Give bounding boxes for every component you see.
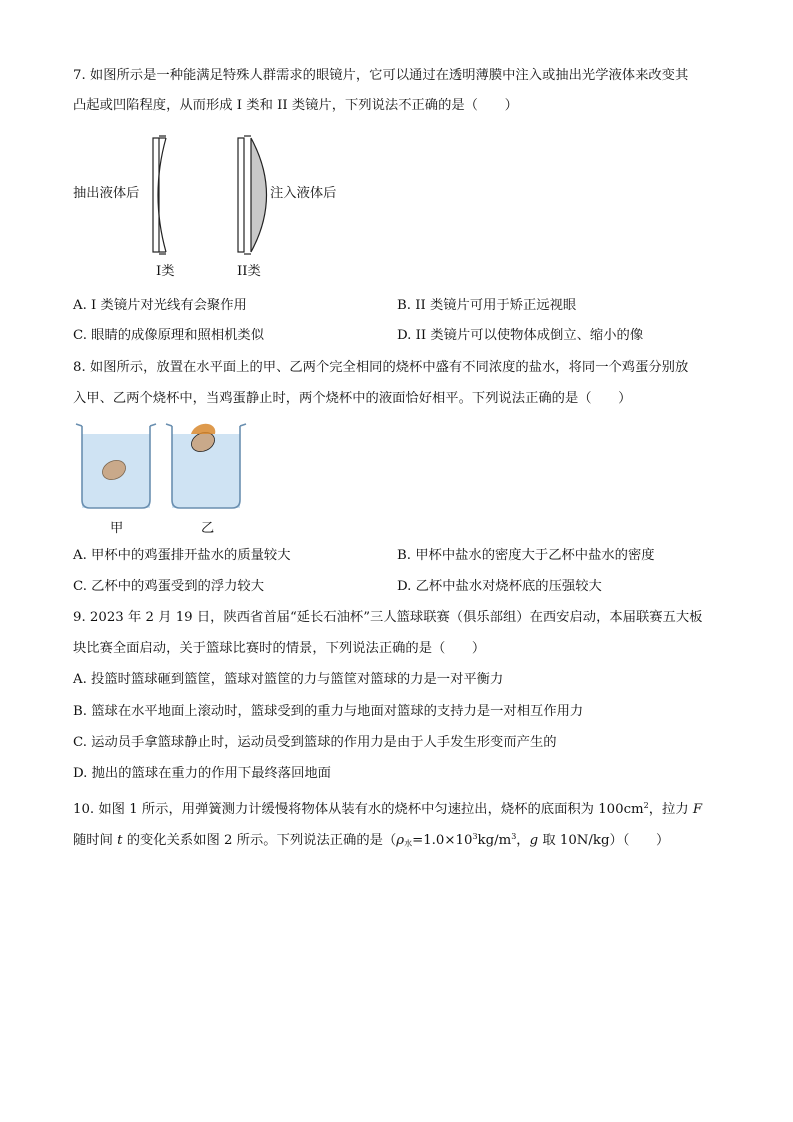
lens-left-label: 抽出液体后: [73, 186, 140, 201]
q9-option-b: B. 篮球在水平地面上滚动时，篮球受到的重力与地面对篮球的支持力是一对相互作用力: [73, 704, 584, 719]
beaker-yi-caption: 乙: [201, 521, 215, 536]
q10-gravity-value: 取 10N/kg）（ ）: [538, 833, 670, 848]
q10-area-unit-exponent: 2: [643, 801, 649, 810]
q8-beaker-figure: [70, 420, 260, 535]
q8-option-d: D. 乙杯中盐水对烧杯底的压强较大: [397, 579, 602, 594]
beaker-jia-caption: 甲: [110, 521, 124, 536]
lens-type2-graphic: [238, 136, 267, 254]
beaker-yi-graphic: [166, 424, 246, 508]
q10-gravity-symbol: g: [529, 833, 539, 848]
q9-option-c: C. 运动员手拿篮球静止时，运动员受到篮球的作用力是由于人手发生形变而产生的: [73, 735, 557, 750]
q7-option-d: D. II 类镜片可以使物体成倒立、缩小的像: [397, 328, 644, 343]
lens-type1-caption: I类: [156, 264, 175, 279]
q7-option-c: C. 眼睛的成像原理和照相机类似: [73, 328, 265, 343]
q10-density-unit-exponent: 3: [511, 832, 517, 841]
q7-lens-diagram: [70, 130, 370, 285]
q8-stem-line1: 8. 如图所示，放置在水平面上的甲、乙两个完全相同的烧杯中盛有不同浓度的盐水，将同一个鸡蛋分别放: [73, 360, 689, 375]
q8-stem-line2: 入甲、乙两个烧杯中，当鸡蛋静止时，两个烧杯中的液面恰好相平。下列说法正确的是（ ）: [73, 391, 632, 406]
q10-force-symbol: F: [692, 802, 703, 817]
q10-density-symbol: ρ: [396, 833, 405, 848]
q10-line2-text: 随时间: [73, 833, 118, 848]
q8-option-a: A. 甲杯中的鸡蛋排开盐水的质量较大: [73, 548, 291, 563]
lens-right-label: 注入液体后: [270, 186, 337, 201]
q10-line1-text: 10. 如图 1 所示，用弹簧测力计缓慢将物体从装有水的烧杯中匀速拉出，烧杯的底面积为 100cm: [73, 802, 644, 817]
q10-density-unit: kg/m: [477, 833, 512, 848]
q10-line2-text-b: 的变化关系如图 2 所示。下列说法正确的是（: [122, 833, 397, 848]
q9-option-d: D. 抛出的篮球在重力的作用下最终落回地面: [73, 766, 331, 781]
q7-option-a: A. I 类镜片对光线有会聚作用: [73, 298, 247, 313]
q10-comma: ，: [516, 833, 530, 848]
q8-option-b: B. 甲杯中盐水的密度大于乙杯中盐水的密度: [397, 548, 655, 563]
q10-line1-text-b: ，拉力: [648, 802, 693, 817]
q10-density-subscript: 水: [404, 839, 413, 848]
lens-type1-graphic: [153, 136, 166, 254]
lens-type2-caption: II类: [237, 264, 261, 279]
q10-stem-line1: [73, 796, 702, 820]
q7-stem-line1: 7. 如图所示是一种能满足特殊人群需求的眼镜片，它可以通过在透明薄膜中注入或抽出光学液体来改变其: [73, 68, 689, 83]
q9-stem-line2: 块比赛全面启动，关于篮球比赛时的情景，下列说法正确的是（ ）: [73, 641, 486, 656]
q7-stem-line2: 凸起或凹陷程度，从而形成 I 类和 II 类镜片，下列说法不正确的是（ ）: [73, 98, 518, 113]
q9-option-a: A. 投篮时篮球砸到篮筐，篮球对篮筐的力与篮筐对篮球的力是一对平衡力: [73, 672, 504, 687]
q7-lens-figure: [70, 130, 370, 285]
q10-density-exponent: 3: [472, 832, 478, 841]
q10-density-value: =1.0×10: [412, 833, 473, 848]
q8-option-c: C. 乙杯中的鸡蛋受到的浮力较大: [73, 579, 265, 594]
q7-option-b: B. II 类镜片可用于矫正远视眼: [397, 298, 577, 313]
q8-beaker-diagram: [70, 420, 260, 515]
q10-time-symbol: t: [117, 833, 123, 848]
beaker-jia-graphic: [76, 424, 156, 508]
q10-stem-line2: [73, 827, 669, 854]
q9-stem-line1: 9. 2023 年 2 月 19 日，陕西省首届“延长石油杯”三人篮球联赛（俱乐部组）在西安启动，本届联赛五大板: [73, 610, 703, 625]
